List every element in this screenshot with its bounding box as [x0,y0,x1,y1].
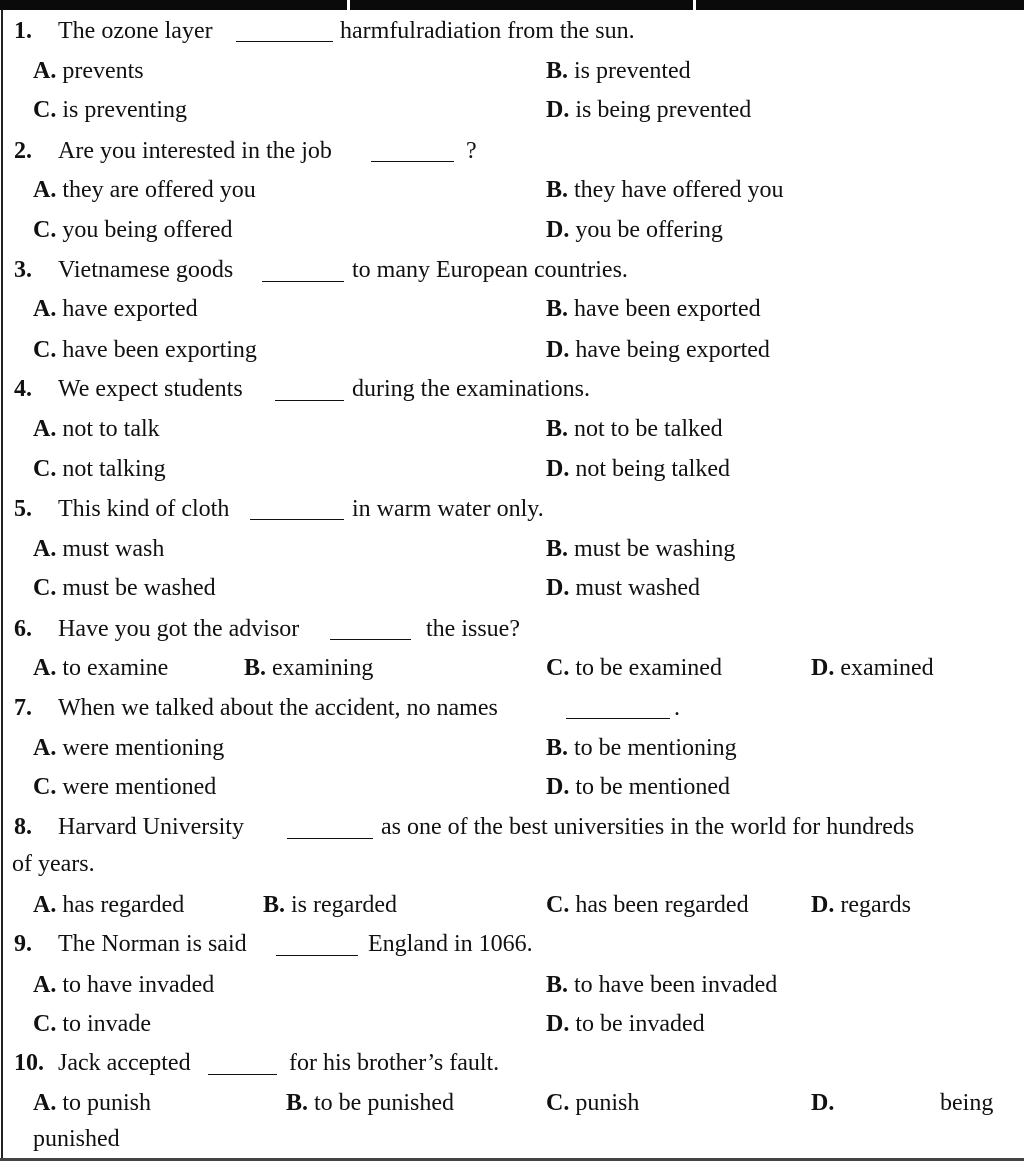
answer-blank [275,400,344,401]
option-c [546,893,749,917]
option-letter: D. [546,337,570,363]
question-stem-before: This kind of cloth [58,496,230,522]
answer-blank [250,519,344,520]
answer-blank [371,161,454,162]
option-letter: C. [33,575,57,601]
question-stem-before: Have you got the advisor [58,616,300,642]
question-stem-before: We expect students [58,376,243,402]
option-letter: A. [33,296,57,322]
option-text: have being exported [575,337,770,363]
option-b [244,656,373,680]
option-text: to be invaded [575,1011,705,1037]
option-d [546,775,730,799]
option-text: must wash [62,536,165,562]
top-border-notch [693,0,696,10]
option-text: prevents [62,58,144,84]
question-stem-after: to many European countries. [352,257,628,283]
option-c [33,1012,151,1036]
option-letter: C. [33,97,57,123]
option-b [263,893,397,917]
option-b [546,736,737,760]
answer-blank [262,281,344,282]
question-stem-continuation: of years. [12,851,95,877]
option-a [33,656,168,680]
option-letter: C. [546,1090,570,1116]
answer-blank [566,718,670,719]
left-border-line [1,10,3,1161]
option-b [546,537,735,561]
question-stem-before: Jack accepted [58,1050,191,1076]
option-d [546,338,770,362]
option-text: you being offered [62,217,233,243]
option-text: they have offered you [574,177,784,203]
option-text: to examine [62,655,169,681]
option-text: to have been invaded [574,972,778,998]
option-a [33,736,224,760]
option-text: were mentioned [62,774,217,800]
option-letter: B. [546,296,569,322]
option-c [33,218,233,242]
option-letter: A. [33,735,57,761]
option-text: to be mentioned [575,774,730,800]
option-letter: B. [286,1090,309,1116]
option-c [33,457,166,481]
option-text: to be mentioning [574,735,737,761]
question-number: 3. [14,257,32,283]
option-b [546,417,723,441]
option-a [33,893,184,917]
option-c [33,775,216,799]
option-letter: D. [811,655,835,681]
question-stem-after: the issue? [426,616,520,642]
option-d-text: being [940,1090,994,1116]
option-text: have been exported [574,296,761,322]
option-text: to punish [62,1090,152,1116]
option-letter: D. [811,1090,835,1116]
option-d-letter [811,1091,834,1115]
option-letter: C. [33,217,57,243]
option-text: have been exporting [62,337,257,363]
option-letter: A. [33,972,57,998]
option-letter: C. [33,774,57,800]
option-text: to be examined [575,655,722,681]
option-letter: C. [33,337,57,363]
question-number: 10. [14,1050,44,1076]
question-stem-after: harmfulradiation from the sun. [340,18,635,44]
option-text: is preventing [62,97,187,123]
option-letter: B. [546,536,569,562]
answer-blank [236,41,333,42]
option-letter: D. [546,1011,570,1037]
option-letter: D. [546,575,570,601]
question-number: 2. [14,138,32,164]
option-text: were mentioning [62,735,225,761]
question-number: 8. [14,814,32,840]
option-c [33,576,216,600]
option-d [546,457,730,481]
option-text: is regarded [291,892,397,918]
option-text: must be washed [62,575,216,601]
option-b [546,59,691,83]
option-text: have exported [62,296,198,322]
question-stem-after: for his brother’s fault. [289,1050,500,1076]
option-a [33,59,144,83]
option-text: to have invaded [62,972,215,998]
option-letter: B. [546,735,569,761]
question-stem-before: The Norman is said [58,931,247,957]
question-stem-before: Are you interested in the job [58,138,332,164]
option-text: they are offered you [62,177,256,203]
option-text: not to talk [62,416,160,442]
option-letter: C. [546,655,570,681]
question-stem-before: The ozone layer [58,18,213,44]
top-border-bar [0,0,1024,10]
option-text: to invade [62,1011,151,1037]
option-text: is being prevented [575,97,752,123]
option-letter: B. [546,972,569,998]
option-c [33,98,187,122]
option-letter: D. [546,774,570,800]
option-d [546,576,700,600]
option-a [33,297,198,321]
option-d [546,1012,705,1036]
option-letter: B. [546,177,569,203]
option-b [286,1091,454,1115]
option-c [546,1091,639,1115]
question-number: 4. [14,376,32,402]
question-number: 1. [14,18,32,44]
question-number: 7. [14,695,32,721]
option-a [33,1091,151,1115]
option-a [33,417,160,441]
option-letter: B. [244,655,267,681]
option-text: regards [840,892,911,918]
option-c [33,338,257,362]
question-stem-before: When we talked about the accident, no names [58,695,498,721]
option-letter: B. [546,416,569,442]
option-b [546,973,777,997]
option-d-continuation: punished [33,1126,120,1152]
option-text: examining [272,655,374,681]
option-letter: C. [33,456,57,482]
answer-blank [276,955,358,956]
option-letter: C. [33,1011,57,1037]
question-stem-after: ? [466,138,477,164]
option-letter: A. [33,536,57,562]
question-stem-after: as one of the best universities in the world for hundreds [381,814,915,840]
answer-blank [287,838,373,839]
option-text: examined [840,655,934,681]
option-text: has regarded [62,892,185,918]
question-stem-after: . [674,695,680,721]
top-border-notch [347,0,350,10]
option-text: must washed [575,575,700,601]
question-stem-before: Vietnamese goods [58,257,234,283]
option-letter: A. [33,655,57,681]
question-stem-after: England in 1066. [368,931,533,957]
option-d [546,98,751,122]
question-number: 9. [14,931,32,957]
option-a [33,537,164,561]
option-letter: B. [263,892,286,918]
option-text: must be washing [574,536,736,562]
option-d [811,656,934,680]
question-stem-after: during the examinations. [352,376,590,402]
option-text: you be offering [575,217,723,243]
option-c [546,656,722,680]
option-letter: A. [33,416,57,442]
question-stem-before: Harvard University [58,814,244,840]
option-text: not being talked [575,456,730,482]
option-a [33,973,214,997]
option-a [33,178,256,202]
option-text: is prevented [574,58,691,84]
option-d [811,893,911,917]
option-letter: A. [33,177,57,203]
option-d [546,218,723,242]
question-number: 5. [14,496,32,522]
question-number: 6. [14,616,32,642]
option-letter: D. [546,97,570,123]
option-letter: D. [811,892,835,918]
option-b [546,297,761,321]
option-letter: C. [546,892,570,918]
option-letter: D. [546,456,570,482]
option-text: has been regarded [575,892,749,918]
option-b [546,178,784,202]
option-letter: D. [546,217,570,243]
question-stem-after: in warm water only. [352,496,544,522]
answer-blank [208,1074,277,1075]
option-text: to be punished [314,1090,454,1116]
option-text: not to be talked [574,416,723,442]
option-letter: A. [33,1090,57,1116]
option-letter: B. [546,58,569,84]
option-letter: A. [33,58,57,84]
option-letter: A. [33,892,57,918]
option-text: punish [575,1090,640,1116]
option-text: not talking [62,456,166,482]
answer-blank [330,639,411,640]
